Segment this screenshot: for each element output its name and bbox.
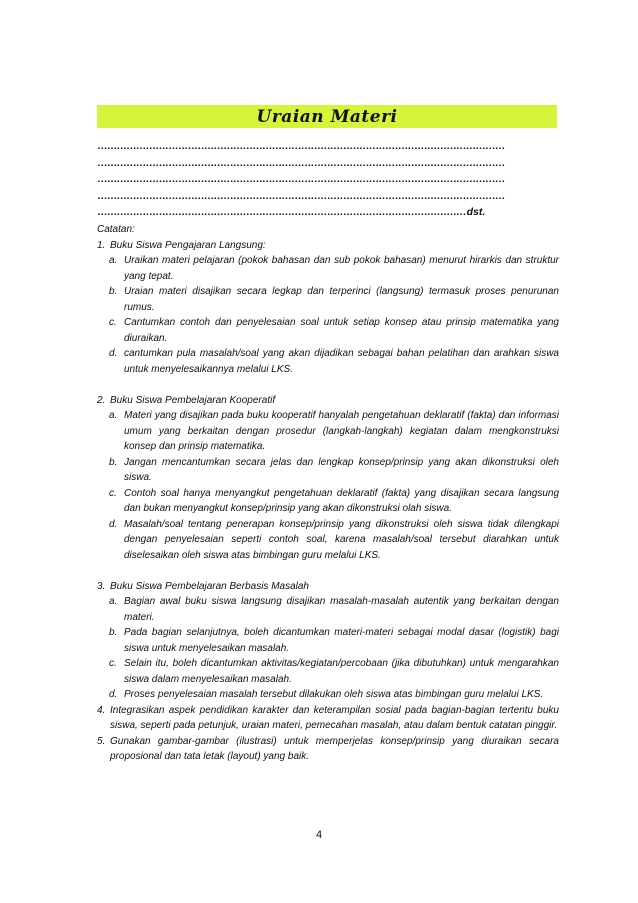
item-text: Proses penyelesaian masalah tersebut dilakukan oleh siswa atas bimbingan guru melalui LKS. [124, 689, 544, 700]
item-letter: a. [109, 410, 118, 421]
item-text: Uraikan materi pelajaran (pokok bahasan dan sub pokok bahasan) menurut hirarkis dan struktur yang tepat. [124, 255, 559, 282]
list-item [97, 408, 559, 455]
section-number: 5. [97, 735, 106, 747]
section-3-heading [97, 579, 559, 595]
list-item [97, 253, 559, 284]
section-number: 1. [97, 239, 106, 251]
item-text: Bagian awal buku siswa langsung disajikan masalah-masalah autentik yang berkaitan dengan materi. [124, 596, 559, 623]
list-item [97, 315, 559, 346]
item-text: cantumkan pula masalah/soal yang akan dijadikan sebagai bahan pelatihan dan arahkan siswa untuk menyelesaikannya melalui LKS. [124, 348, 559, 375]
dotted-line: ……………………………………………………………………………………………………………… [97, 173, 505, 185]
item-letter: b. [109, 286, 118, 297]
dotted-line-last [97, 204, 559, 221]
section-text: Integrasikan aspek pendidikan karakter dan keterampilan sosial pada bagian-bagian tertentu buku siswa, seperti pada petunjuk, uraian materi, pemecahan masalah, atau dalam bentuk catatan pinggir. [110, 704, 559, 731]
dotted-line: ……………………………………………………………………………………………………………… [97, 189, 505, 202]
item-text: Contoh soal hanya menyangkut pengetahuan deklaratif (fakta) yang disajikan secara langsung dan bukan menyangkut konsep/prinsip yang akan dikonstruksi olah siswa. [124, 487, 559, 514]
section-number: 2. [97, 394, 106, 406]
item-text: Uraian materi disajikan secara legkap dan terperinci (langsung) termasuk proses penurunan rumus. [124, 286, 559, 313]
list-item [97, 625, 559, 656]
section-2-heading [97, 393, 559, 409]
item-letter: a. [109, 596, 118, 607]
item-letter: a. [109, 255, 118, 266]
page-number: 4 [315, 829, 323, 841]
item-letter: d. [109, 518, 118, 530]
dst-label: dst. [466, 206, 486, 218]
spacer [97, 377, 559, 393]
item-text: Masalah/soal tentang penerapan konsep/prinsip yang dikonstruksi oleh siswa tidak dilengkapi dengan penyelesaian seperti contoh soal, karena masalah/soal tersebut diarahkan untuk diselesaikan oleh siswa atas bimbingan guru melalui LKS. [124, 518, 559, 561]
list-item [97, 687, 559, 703]
item-text: Pada bagian selanjutnya, boleh dicantumkan materi-materi sebagai modal dasar (logistik) bagi siswa untuk menyelesaikan masalah. [124, 627, 559, 654]
dotted-line: …………………………………………………………………………………………………… [97, 206, 466, 218]
spacer [97, 563, 559, 579]
section-number: 4. [97, 704, 106, 716]
list-item [97, 486, 559, 517]
dotted-line: ……………………………………………………………………………………………………………… [97, 140, 505, 152]
notes-section [97, 222, 559, 765]
item-letter: c. [109, 658, 117, 669]
section-text: Gunakan gambar-gambar (ilustrasi) untuk memperjelas konsep/prinsip yang diuraikan secara proposional dan tata letak (layout) yang baik. [110, 735, 559, 762]
item-letter: d. [109, 348, 118, 359]
list-item [97, 594, 559, 625]
item-letter: b. [109, 456, 118, 468]
item-text: Cantumkan contoh dan penyelesaian soal untuk setiap konsep atau prinsip matematika yang diuraikan. [124, 317, 559, 344]
item-letter: c. [109, 487, 117, 499]
dotted-line: ……………………………………………………………………………………………………………… [97, 156, 505, 169]
notes-heading: Catatan: [97, 224, 135, 235]
item-text: Materi yang disajikan pada buku kooperatif hanyalah pengetahuan deklaratif (fakta) dan informasi umum yang berkaitan dengan prosedur (langkah-langkah) kegiatan dalam mengkonstruksi konsep dan prinsip matematika. [124, 410, 559, 452]
section-title: Buku Siswa Pengajaran Langsung: [110, 239, 266, 251]
page-title: Uraian Materi [256, 106, 398, 127]
section-4 [97, 703, 559, 734]
item-letter: c. [109, 317, 117, 328]
list-item [97, 455, 559, 486]
list-item [97, 656, 559, 687]
item-text: Selain itu, boleh dicantumkan aktivitas/kegiatan/percobaan (jika dibutuhkan) untuk mengarahkan siswa dalam menyelesaikan masalah. [124, 658, 559, 685]
item-letter: d. [109, 689, 118, 700]
dotted-placeholder-lines [97, 138, 559, 221]
item-text: Jangan mencantumkan secara jelas dan lengkap konsep/prinsip yang akan dikonstruksi oleh siswa. [124, 456, 559, 483]
list-item [97, 346, 559, 377]
section-title: Buku Siswa Pembelajaran Berbasis Masalah [110, 580, 309, 592]
list-item [97, 284, 559, 315]
list-item [97, 517, 559, 564]
section-number: 3. [97, 580, 106, 592]
title-banner [97, 105, 557, 128]
section-1-heading [97, 238, 559, 254]
section-title: Buku Siswa Pembelajaran Kooperatif [110, 394, 276, 406]
section-5 [97, 734, 559, 765]
item-letter: b. [109, 627, 118, 638]
